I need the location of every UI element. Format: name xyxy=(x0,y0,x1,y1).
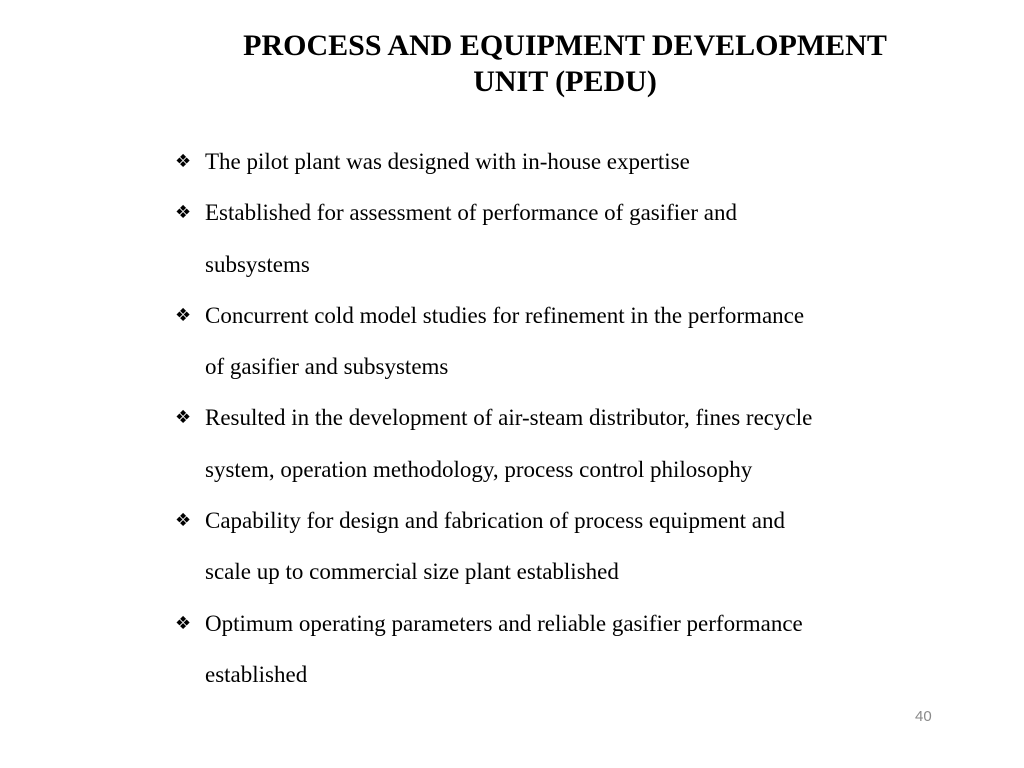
diamond-bullet-icon: ❖ xyxy=(175,151,192,172)
slide-title xyxy=(180,28,950,100)
diamond-bullet-icon: ❖ xyxy=(175,407,192,429)
bullet-item xyxy=(174,290,974,393)
bullet-text-line-1: Capability for design and fabrication of process equipment and xyxy=(205,508,785,534)
bullet-item xyxy=(174,392,974,495)
bullet-list xyxy=(174,136,974,700)
bullet-item xyxy=(174,187,974,290)
diamond-bullet-icon: ❖ xyxy=(175,304,192,326)
bullet-text-line-2: subsystems xyxy=(205,251,310,277)
slide-title-line-1: PROCESS AND EQUIPMENT DEVELOPMENT xyxy=(243,29,887,62)
diamond-bullet-icon: ❖ xyxy=(175,612,192,634)
bullet-item xyxy=(174,136,974,187)
bullet-item xyxy=(174,495,974,598)
bullet-text-line-1: Resulted in the development of air-steam distributor, fines recycle xyxy=(205,405,813,431)
bullet-text-line-1: Optimum operating parameters and reliable gasifier performance xyxy=(205,610,803,636)
bullet-text-line-2: scale up to commercial size plant established xyxy=(205,559,619,585)
diamond-bullet-icon: ❖ xyxy=(175,510,192,532)
bullet-text-line-2: established xyxy=(205,661,308,687)
bullet-item xyxy=(174,598,974,701)
page-number: 40 xyxy=(915,708,932,725)
bullet-text-line-2: of gasifier and subsystems xyxy=(205,354,449,380)
bullet-text-line-1: Established for assessment of performance of gasifier and xyxy=(205,200,738,226)
bullet-text-line-2: system, operation methodology, process control philosophy xyxy=(205,456,753,482)
diamond-bullet-icon: ❖ xyxy=(175,202,192,224)
slide-title-line-2: UNIT (PEDU) xyxy=(473,65,657,98)
bullet-text-line-1: Concurrent cold model studies for refinement in the performance xyxy=(205,302,805,328)
bullet-text-line-1: The pilot plant was designed with in-house expertise xyxy=(205,149,690,174)
